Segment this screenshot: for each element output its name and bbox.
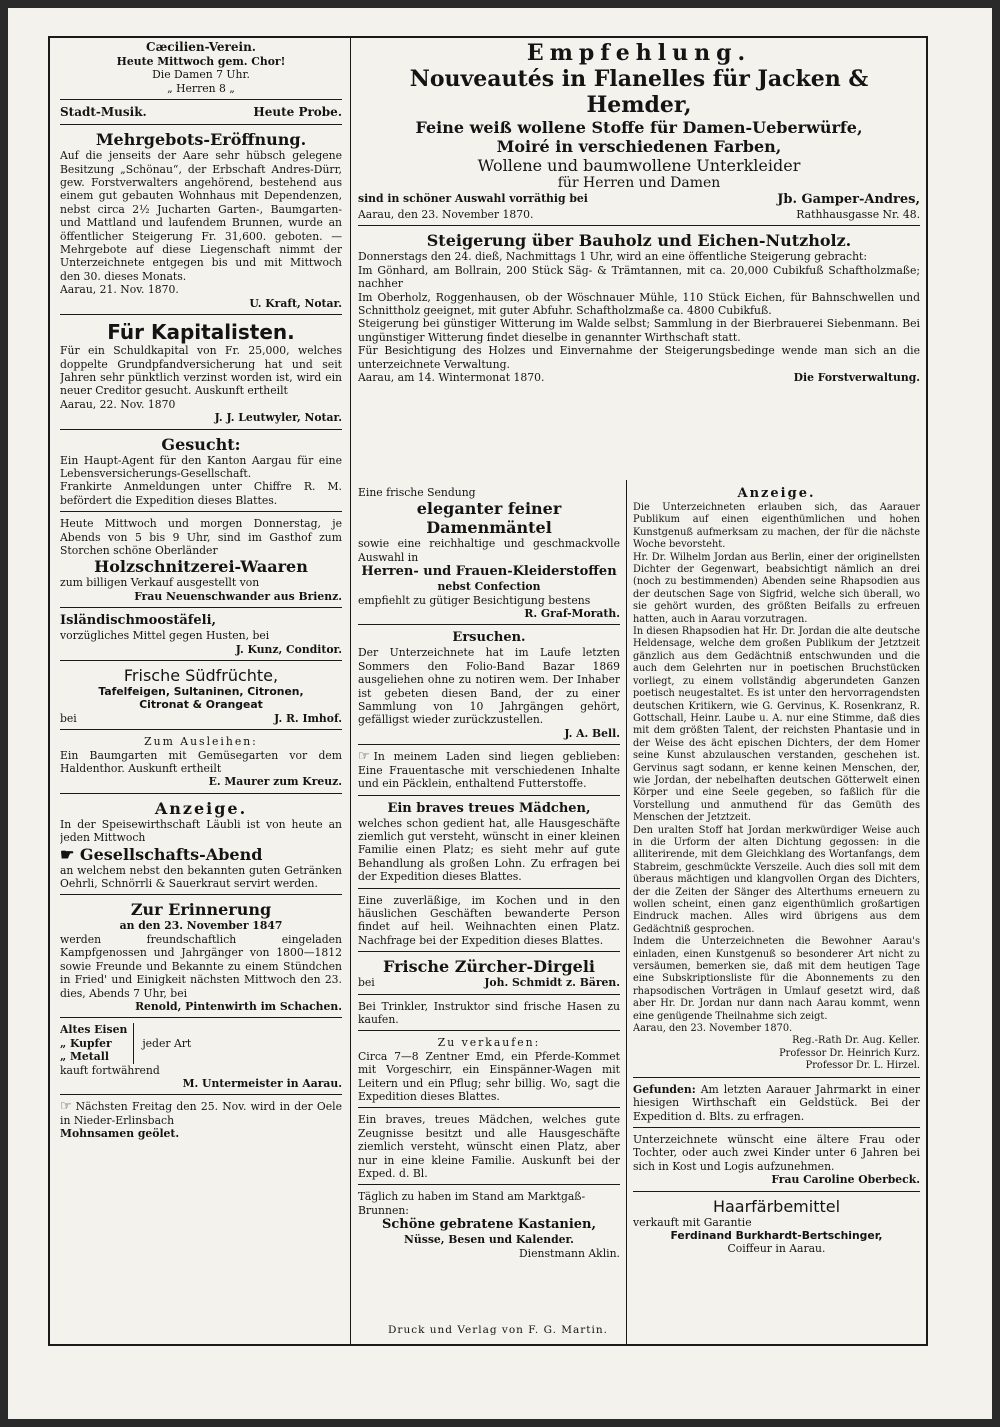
ad-name: Ferdinand Burkhardt-Bertschinger,	[670, 1228, 883, 1242]
ad-signature: Frau Neuenschwander aus Brienz.	[134, 589, 342, 603]
damenmaentel-ad	[358, 484, 620, 625]
maedchen-ad	[358, 799, 620, 889]
ad-signature: Jb. Gamper-Andres,	[777, 192, 920, 207]
ad-body: verkauft mit Garantie	[633, 1215, 752, 1229]
ad-signature: Renold, Pintenwirth im Schachen.	[135, 999, 342, 1013]
ad-paragraph: In diesen Rhapsodien hat Hr. Dr. Jordan die alte deutsche Heldensage, welche dem großen Publikum der Jetztzeit gänzlich aus dem Gedächtniß entschwunden und die auch dem Gelehrten nur in poetischen Bruchstücken vorliegt, zu einem vollständig abgerundeten Ganzen poetisch neugestaltet. Es ist unter den hervorragendsten deutschen Kritikern, wie G. Gervinus, K. Rosenkranz, R. Gottschall, Heinr. Laube u. A. nur eine Stimme, daß dies mit dem größten Talent, der reichsten Phantasie und in der Weise des ächt epischen Dichters, der dem Homer seine Kunst abzulauschen verstanden, geschehen ist. Gervinus sagt sodann, er kenne keinen Menschen, der, wie Jordan, der nebelhaften deutschen Götterwelt einen Körper und eine Seele gegeben, so faßlich für die Vorstellung und anmuthend für das Gemüth des Menschen der Jetztzeit.	[633, 626, 920, 824]
holzschnitzerei-ad	[60, 515, 342, 608]
ad-title: eleganter feiner Damenmäntel	[416, 499, 562, 538]
caecilien-ad	[60, 38, 342, 100]
ad-body: Nächsten Freitag den 25. Nov. wird in der Oele in Nieder-Erlinsbach	[60, 1100, 342, 1127]
ad-signature: Frau Caroline Oberbeck.	[771, 1173, 920, 1187]
ad-title: Ersuchen.	[452, 630, 526, 646]
ad-body: Frankirte Anmeldungen unter Chiffre R. M. befördert die Expedition dieses Blattes.	[60, 480, 342, 507]
ad-text: Heute Probe.	[253, 105, 342, 120]
moostaefeli-ad	[60, 611, 342, 661]
ad-signature: U. Kraft, Notar.	[249, 296, 342, 310]
ad-body: Für Besichtigung des Holzes und Einvernahme der Steigerungsbedinge wende man sich an die unterzeichnete Verwaltung.	[358, 344, 920, 371]
ad-text: für Herren und Damen	[557, 175, 721, 191]
ad-body: Ein Haupt-Agent für den Kanton Aargau für eine Lebensversicherungs-Gesellschaft.	[60, 453, 342, 480]
metal-item: Altes Eisen	[60, 1023, 128, 1037]
ad-title: Isländischmoostäfeli,	[60, 613, 217, 629]
ad-title: Frische Südfrüchte,	[123, 666, 279, 685]
ad-body: sowie eine reichhaltige und geschmackvolle Auswahl in	[358, 537, 620, 564]
middle-column	[358, 484, 620, 1344]
column-rule	[626, 480, 627, 1344]
kastanien-ad	[358, 1188, 620, 1264]
ad-body: an welchem nebst den bekannten guten Getränken Oehrli, Schnörrli & Sauerkraut servirt werden.	[60, 863, 342, 891]
ad-date: Aarau, den 23. November 1870.	[358, 208, 534, 221]
ad-body: Circa 7—8 Zentner Emd, ein Pferde-Kommet mit Vorgeschirr, ein Einspänner-Wagen mit Leitern und ein Pflug; sehr billig. Wo, sagt die Expedition dieses Blattes.	[358, 1049, 620, 1103]
ad-paragraph: Hr. Dr. Wilhelm Jordan aus Berlin, einer der originellsten Dichter der Gegenwart, beabsichtigt nämlich an drei (noch zu bestimmenden) Abenden seine Rhapsodien aus der deutschen Sage von Sigfrid, welche sich überall, wo sie gehört wurden, des größten Beifalls zu erfreuen hatten, auch in Aarau vorzutragen.	[633, 551, 920, 625]
pointing-hand-icon: ☞	[358, 749, 370, 765]
ad-date: Aarau, am 14. Wintermonat 1870.	[358, 371, 545, 385]
gefunden-ad	[633, 1081, 920, 1128]
maedchen2-ad	[358, 1111, 620, 1185]
mohnsamen-ad	[60, 1098, 342, 1144]
zuercher-ad	[358, 955, 620, 994]
ad-text: Moiré in verschiedenen Farben,	[496, 137, 782, 156]
ad-body: Im Gönhard, am Bollrain, 200 Stück Säg- & Trämtannen, mit ca. 20,000 Cubikfuß Schaftholzmaße; nachher	[358, 263, 920, 291]
ad-title: Anzeige.	[154, 798, 248, 818]
ad-title: Gefunden:	[633, 1082, 696, 1096]
ad-text: empfiehlt zu gütiger Besichtigung bestens	[358, 593, 591, 607]
mehrgebot-ad	[60, 128, 342, 315]
verkaufen-ad	[358, 1034, 620, 1108]
ad-body: Ein braves, treues Mädchen, welches gute Zeugnisse besitzt und alle Hausgeschäfte ziemlich versteht, wünscht einen Platz, aber nur in eine kleine Familie. Auskunft bei der Exped. d. Bl.	[358, 1113, 620, 1181]
ad-text: Feine weiß wollene Stoffe für Damen-Ueberwürfe,	[415, 118, 863, 137]
ad-body: Eine zuverläßige, im Kochen und in den häuslichen Geschäften bewanderte Person findet auf heil. Weihnachten einen Platz. Nachfrage bei der Expedition dieses Blattes.	[358, 893, 620, 947]
advertisement-page	[48, 36, 928, 1346]
ad-signature: M. Untermeister in Aarau.	[182, 1076, 342, 1090]
ad-body: Auf die jenseits der Aare sehr hübsch gelegene Besitzung „Schönau“, der Erbschaft Andres-Dürr, gew. Forstverwalters angehörend, bestehend aus einem gut gebauten Wohnhaus mit Dependenzen, nebst circa 2½ Jucharten Garten-, Baumgarten- und Mattland und laufendem Brunnen, wurde an öffentlicher Steigerung Fr. 31,600. geboten. — Mehrgebote auf diese Liegenschaft nimmt der Unterzeichnete entgegen bis und mit Mittwoch den 30. dieses Monats.	[60, 149, 342, 283]
haarfaerbemittel-ad	[633, 1195, 920, 1260]
ad-text: „ Herren 8 „	[167, 81, 235, 95]
ad-date: Aarau, 22. Nov. 1870	[60, 397, 176, 411]
ad-text: nebst Confection	[437, 580, 541, 594]
ad-signature: Joh. Schmidt z. Bären.	[484, 976, 620, 990]
ad-title: Cæcilien-Verein.	[146, 40, 256, 54]
stadtmusik-ad	[60, 103, 342, 125]
suedfruechte-ad	[60, 664, 342, 730]
imprint-footer: Druck und Verlag von F. G. Martin.	[388, 1324, 608, 1336]
ad-title: Anzeige.	[737, 486, 816, 501]
ad-body: Donnerstags den 24. dieß, Nachmittags 1 Uhr, wird an eine öffentliche Steigerung gebracht:	[358, 250, 868, 264]
ad-title: Zur Erinnerung	[130, 900, 272, 920]
ad-text: bei	[358, 976, 375, 990]
ad-title: Ein braves treues Mädchen,	[387, 800, 591, 816]
tochter-ad	[633, 1131, 920, 1192]
left-column	[60, 38, 342, 1344]
eisen-ad	[60, 1021, 342, 1095]
ad-body: Unterzeichnete wünscht eine ältere Frau oder Tochter, oder auch zwei Kinder unter 6 Jahren bei sich in Kost und Logis aufzunehmen.	[633, 1132, 920, 1173]
ad-title: Schöne gebratene Kastanien,	[381, 1217, 597, 1233]
ad-body: Bei Trinkler, Instruktor sind frische Hasen zu kaufen.	[358, 999, 620, 1026]
ad-body: In der Speisewirthschaft Läubli ist von heute an jeden Mittwoch	[60, 817, 342, 845]
ad-title: Gesucht:	[161, 434, 241, 454]
ad-body: welches schon gedient hat, alle Hausgeschäfte ziemlich gut versteht, wünscht in einer kleinen Familie einen Platz; es sieht mehr auf gute Behandlung als großen Lohn. Zu erfragen bei der Expedition dieses Blattes.	[358, 816, 620, 884]
ad-text: Tafelfeigen, Sultaninen, Citronen,	[98, 685, 304, 698]
ad-text: Die Damen 7 Uhr.	[152, 68, 250, 82]
empfehlung-ad	[358, 38, 920, 226]
wide-top-section	[358, 38, 920, 391]
ad-text: Citronat & Orangeat	[139, 698, 263, 712]
ad-subtitle: an den 23. November 1847	[119, 919, 283, 933]
ad-date: Aarau, den 23. November 1870.	[633, 1023, 793, 1035]
ad-title: Holzschnitzerei-Waaren	[94, 557, 308, 577]
ad-body: Im Oberholz, Roggenhausen, ob der Wöschnauer Mühle, 110 Stück Eichen, für Bahnschwellen und Schnittholz geeignet, mit guter Abfuhr. Schaftholzmaße ca. 4800 Cubikfuß.	[358, 290, 920, 318]
ad-text: Nüsse, Besen und Kalender.	[404, 1233, 574, 1247]
ad-text: jeder Art	[142, 1036, 192, 1050]
ad-title: Stadt-Musik.	[60, 105, 147, 120]
ersuchen-ad	[358, 628, 620, 745]
ad-title: Steigerung über Bauholz und Eichen-Nutzholz.	[426, 231, 852, 251]
ad-paragraph: Die Unterzeichneten erlauben sich, das Aarauer Publikum auf einen eigenthümlichen und hohen Kunstgenuß aufmerksam zu machen, der für die nächste Woche bevorsteht.	[633, 502, 920, 551]
erinnerung-ad	[60, 898, 342, 1018]
ad-title: Mehrgebots-Eröffnung.	[95, 130, 307, 150]
gesucht-ad	[60, 433, 342, 513]
pointing-hand-icon: ☛	[60, 844, 75, 864]
ad-body: Am letzten Aarauer Jahrmarkt in einer hiesigen Wirthschaft ein Geldstück. Bei der Expedition d. Blts. zu erfragen.	[633, 1082, 920, 1123]
ad-title	[60, 845, 342, 864]
ad-body: zum billigen Verkauf ausgestellt von	[60, 576, 260, 590]
ad-place: Coiffeur in Aarau.	[727, 1242, 826, 1256]
ad-body: In meinem Laden sind liegen geblieben: Eine Frauentasche mit verschiedenen Inhalte und ein Päcklein, enthaltend Futterstoffe.	[358, 750, 620, 791]
ad-body: Steigerung bei günstiger Witterung im Walde selbst; Sammlung in der Bierbrauerei Siebenmann. Bei ungünstiger Witterung findet dieselbe in genannter Wirthschaft statt.	[358, 317, 920, 344]
metal-item: „ Metall	[60, 1050, 109, 1064]
ad-signature: E. Maurer zum Kreuz.	[208, 775, 342, 789]
ad-signature: R. Graf-Morath.	[524, 607, 620, 621]
column-rule	[350, 38, 351, 1344]
metal-item: „ Kupfer	[60, 1036, 112, 1050]
ad-body: kauft fortwährend	[60, 1063, 160, 1077]
ad-title: Haarfärbemittel	[712, 1196, 841, 1216]
ad-text: Heute Mittwoch gem. Chor!	[116, 55, 286, 68]
ad-text: bei	[60, 711, 77, 725]
ad-body: werden freundschaftlich eingeladen Kampfgenossen und Jahrgänger von 1800—1812 sowie Freunde und Bekannte zu einem Stündchen in Fried' und Einigkeit nächsten Mittwoch den 23. dies, Abends 7 Uhr, bei	[60, 932, 342, 1000]
ad-body: vorzügliches Mittel gegen Husten, bei	[60, 629, 270, 643]
ad-text: Wollene und baumwollene Unterkleider	[477, 156, 801, 175]
ad-title: Frische Zürcher-Dirgeli	[383, 957, 595, 977]
ad-signature: Dienstmann Aklin.	[519, 1246, 620, 1260]
ad-signature: J. A. Bell.	[564, 726, 620, 740]
kapitalisten-ad	[60, 318, 342, 429]
ad-body: Ein Baumgarten mit Gemüsegarten vor dem Haldenthor. Auskunft ertheilt	[60, 748, 342, 776]
ad-signature: Professor Dr. L. Hirzel.	[805, 1060, 920, 1072]
ad-title: Herren- und Frauen-Kleiderstoffen	[361, 564, 617, 580]
ad-signature: Reg.-Rath Dr. Aug. Keller.	[792, 1035, 920, 1047]
jordan-ad	[633, 484, 920, 1078]
newspaper-sheet	[8, 8, 992, 1419]
ad-body: Täglich zu haben im Stand am Marktgaß-Brunnen:	[358, 1190, 586, 1217]
steigerung-ad	[358, 229, 920, 388]
ad-title: Zu verkaufen:	[437, 1036, 541, 1050]
ad-signature: J. R. Imhof.	[274, 711, 342, 725]
ad-title-text: Gesellschafts-Abend	[79, 844, 263, 864]
ad-title: Zum Ausleihen:	[144, 735, 258, 749]
ad-text: sind in schöner Auswahl vorräthig bei	[358, 192, 588, 205]
ad-signature: Mohnsamen geölet.	[60, 1127, 180, 1141]
metal-list	[60, 1023, 342, 1063]
ad-title: Für Kapitalisten.	[107, 320, 295, 345]
laeubli-ad	[60, 797, 342, 896]
ad-title: Empfehlung.	[526, 40, 752, 66]
pointing-hand-icon: ☞	[60, 1099, 72, 1115]
ad-text: Eine frische Sendung	[358, 486, 476, 499]
ad-signature: Die Forstverwaltung.	[793, 371, 920, 385]
ausleihen-ad	[60, 733, 342, 794]
ad-body: Heute Mittwoch und morgen Donnerstag, je Abends von 5 bis 9 Uhr, sind im Gasthof zum Storchen schöne Oberländer	[60, 517, 342, 557]
ad-body: Der Unterzeichnete hat im Laufe letzten Sommers den Folio-Band Bazar 1869 ausgeliehen ohne zu notiren wem. Der Inhaber ist gebeten diesen Band, der zu einer Sammlung von 10 Jahrgängen gehört, gefälligst wieder zurückzustellen.	[358, 646, 620, 727]
ad-paragraph: Den uralten Stoff hat Jordan merkwürdiger Weise auch in die Urform der alten Dichtung gegossen: in die alliterirende, mit dem Gleichklang des Wortanfangs, dem Stabreim, geschmückte Verszeile. Auch dies soll mit dem überaus mächtigen und klangvollen Organ des Dichters, der die Zeiten der Sänger des Alterthums erneuern zu wollen scheint, einen ganz eigenthümlich großartigen Eindruck machen. Alles wird übrigens aus dem Gedächtniß gesprochen.	[633, 824, 920, 935]
ad-address: Rathhausgasse Nr. 48.	[796, 208, 920, 221]
ad-signature: J. Kunz, Conditor.	[235, 642, 342, 656]
ad-body: Für ein Schuldkapital von Fr. 25,000, welches doppelte Grundpfandversicherung hat und seit Jahren sehr pünktlich verzinst worden ist, wird ein neuer Creditor gesucht. Auskunft ertheilt	[60, 344, 342, 398]
laden-ad	[358, 748, 620, 795]
hasen-ad	[358, 998, 620, 1032]
right-column	[633, 484, 920, 1344]
ad-signature: J. J. Leutwyler, Notar.	[214, 411, 342, 425]
ad-signature: Professor Dr. Heinrich Kurz.	[779, 1047, 920, 1059]
person-ad	[358, 892, 620, 953]
ad-paragraph: Indem die Unterzeichneten die Bewohner Aarau's einladen, einen Kunstgenuß so besonderer Art nicht zu versäumen, bemerken sie, daß mit dem heutigen Tage eine Subskriptionsliste für die Abonnements zu den rhapsodischen Vorträgen in Umlauf gesetzt wird, daß aber Hr. Dr. Jordan nur dann nach Aarau kommt, wenn eine genügende Theilnahme sich zeigt.	[633, 936, 920, 1022]
ad-date: Aarau, 21. Nov. 1870.	[60, 283, 179, 297]
ad-headline: Nouveautés in Flanelles für Jacken & Hemder,	[409, 66, 869, 118]
